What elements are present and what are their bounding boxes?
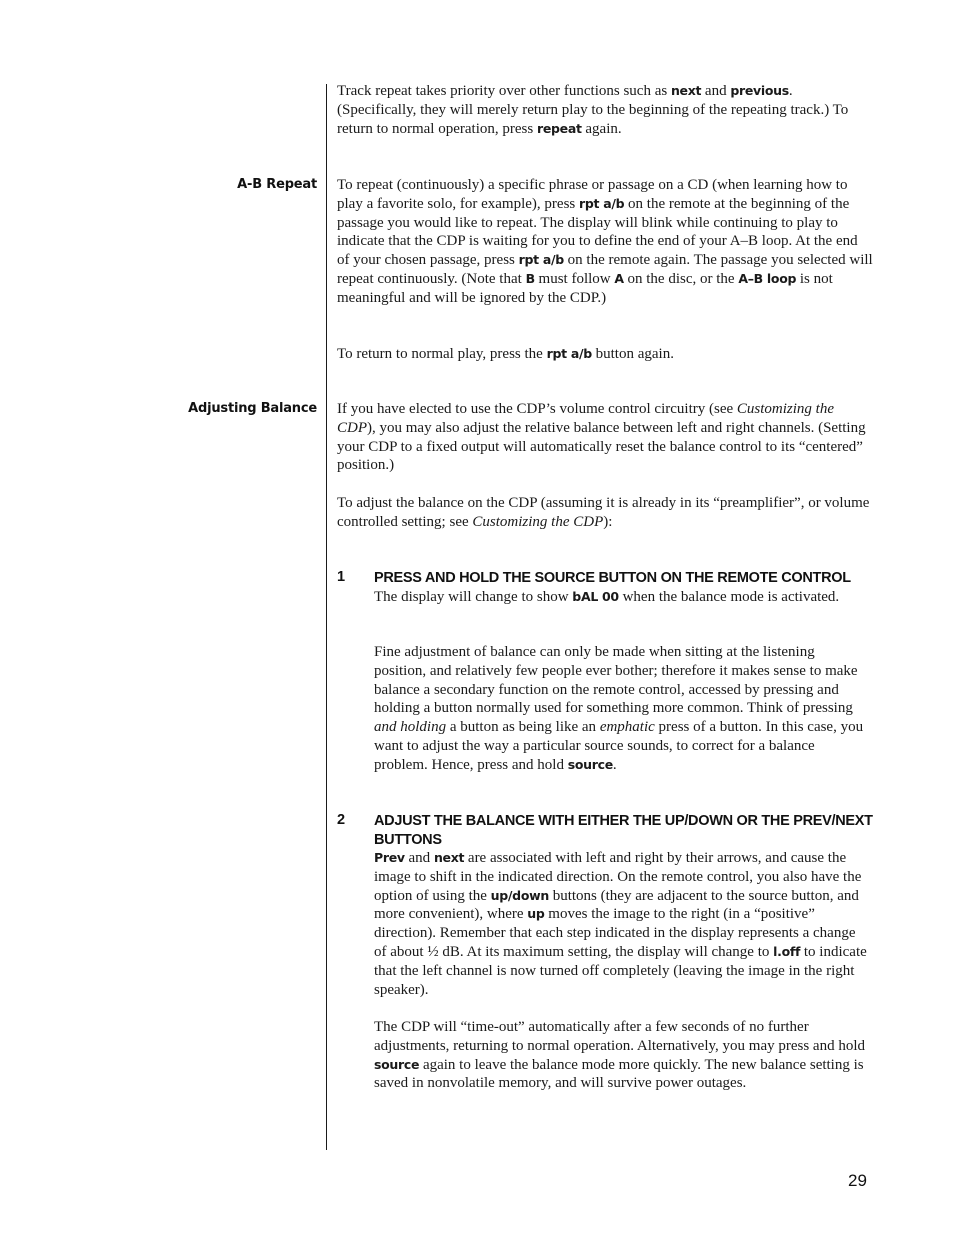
control-keyword: rpt a/b — [546, 346, 592, 361]
step-1-title: PRESS AND HOLD THE SOURCE BUTTON ON THE REMOTE CONTROL — [374, 570, 851, 586]
control-keyword: source — [567, 756, 613, 772]
control-keyword: B — [525, 270, 535, 286]
step-2-paragraph-1: Prev and next are associated with left and right by their arrows, and cause the image to shift in the indicated direction. On the remote control, you also have the option of using the up/down buttons (they are adjacent to the source button, and more convenient), where up moves the image to the right (in a “positive” direction). Remember that each step indicated in the display represents a change of about ½ dB. At its maximum setting, the display will change to l.off to indicate that the left channel is now turned off completely (leaving the image in the right speaker). — [374, 850, 867, 998]
step-2-paragraph-2: The CDP will “time-out” automatically after a few seconds of no further adjustments, returning to normal operation. Alternatively, you may press and hold source again to leave the balance mode more quickly. The new balance setting is saved in nonvolatile memory, and will survive power outages. — [374, 1019, 866, 1092]
balance-paragraph-2: To adjust the balance on the CDP (assuming it is already in its “preamplifier”, or volume controlled setting; see Customizing the CDP): — [337, 495, 870, 530]
control-keyword: repeat — [536, 120, 582, 136]
control-keyword: bAL 00 — [572, 589, 619, 604]
column-divider — [326, 84, 327, 1150]
control-keyword: source — [374, 1056, 420, 1072]
emphasis-text: Customizing the CDP — [337, 401, 834, 436]
ab-repeat-paragraph-2: To return to normal play, press the rpt a/b button again. — [337, 346, 674, 362]
emphasis-text: emphatic — [599, 719, 655, 736]
heading-ab-repeat: A-B Repeat — [237, 177, 317, 192]
page-number: 29 — [848, 1171, 867, 1190]
control-keyword: rpt a/b — [579, 195, 625, 211]
control-keyword: l.off — [773, 943, 801, 959]
step-1-paragraph-1: The display will change to show bAL 00 when the balance mode is activated. — [374, 589, 840, 605]
emphasis-text: and holding — [374, 719, 447, 736]
intro-paragraph: Track repeat takes priority over other functions such as next and previous. (Specifically, they will merely return play to the beginning of the repeating track.) To return to normal operation, press repeat again. — [337, 83, 849, 137]
step-1-number: 1 — [337, 569, 346, 585]
control-keyword: previous — [730, 83, 789, 98]
control-keyword: next — [433, 850, 465, 865]
step-1-paragraph-2: Fine adjustment of balance can only be made when sitting at the listening position, and relatively few people ever bother; therefore it makes sense to make balance a secondary function on the remote control, accessed by pressing and holding a button normally used for something more common. Think of pressing and holding a button as being like an emphatic press of a button. In this case, you want to adjust the way a particular source sounds, to correct for a balance problem. Hence, press and hold source. — [374, 644, 864, 773]
control-keyword: next — [670, 83, 702, 98]
control-keyword: A–B loop — [738, 270, 797, 286]
step-2-number: 2 — [337, 812, 346, 828]
balance-paragraph-1: If you have elected to use the CDP’s volume control circuitry (see Customizing the CDP), you may also adjust the relative balance between left and right channels. (Setting your CDP to a fixed output will automatically reset the balance control to its “centered” position.) — [337, 401, 866, 474]
control-keyword: up/down — [490, 887, 549, 903]
ab-repeat-paragraph-1: To repeat (continuously) a specific phrase or passage on a CD (when learning how to play a favorite solo, for example), press rpt a/b on the remote at the beginning of the passage you would like to repeat. The display will blink while continuing to play to indicate that the CDP is waiting for you to define the end of your A–B loop. At the end of your chosen passage, press rpt a/b on the remote again. The passage you selected will repeat continuously. (Note that B must follow A on the disc, or the A–B loop is not meaningful and will be ignored by the CDP.) — [337, 177, 873, 306]
emphasis-text: Customizing the CDP — [472, 513, 604, 530]
control-keyword: up — [527, 906, 545, 922]
heading-adjusting-balance: Adjusting Balance — [188, 401, 317, 416]
control-keyword: rpt a/b — [518, 252, 564, 268]
control-keyword: A — [614, 270, 624, 286]
control-keyword: Prev — [374, 850, 405, 865]
step-2-title: ADJUST THE BALANCE WITH EITHER THE UP/DOWN OR THE PREV/NEXT BUTTONS — [374, 813, 873, 848]
